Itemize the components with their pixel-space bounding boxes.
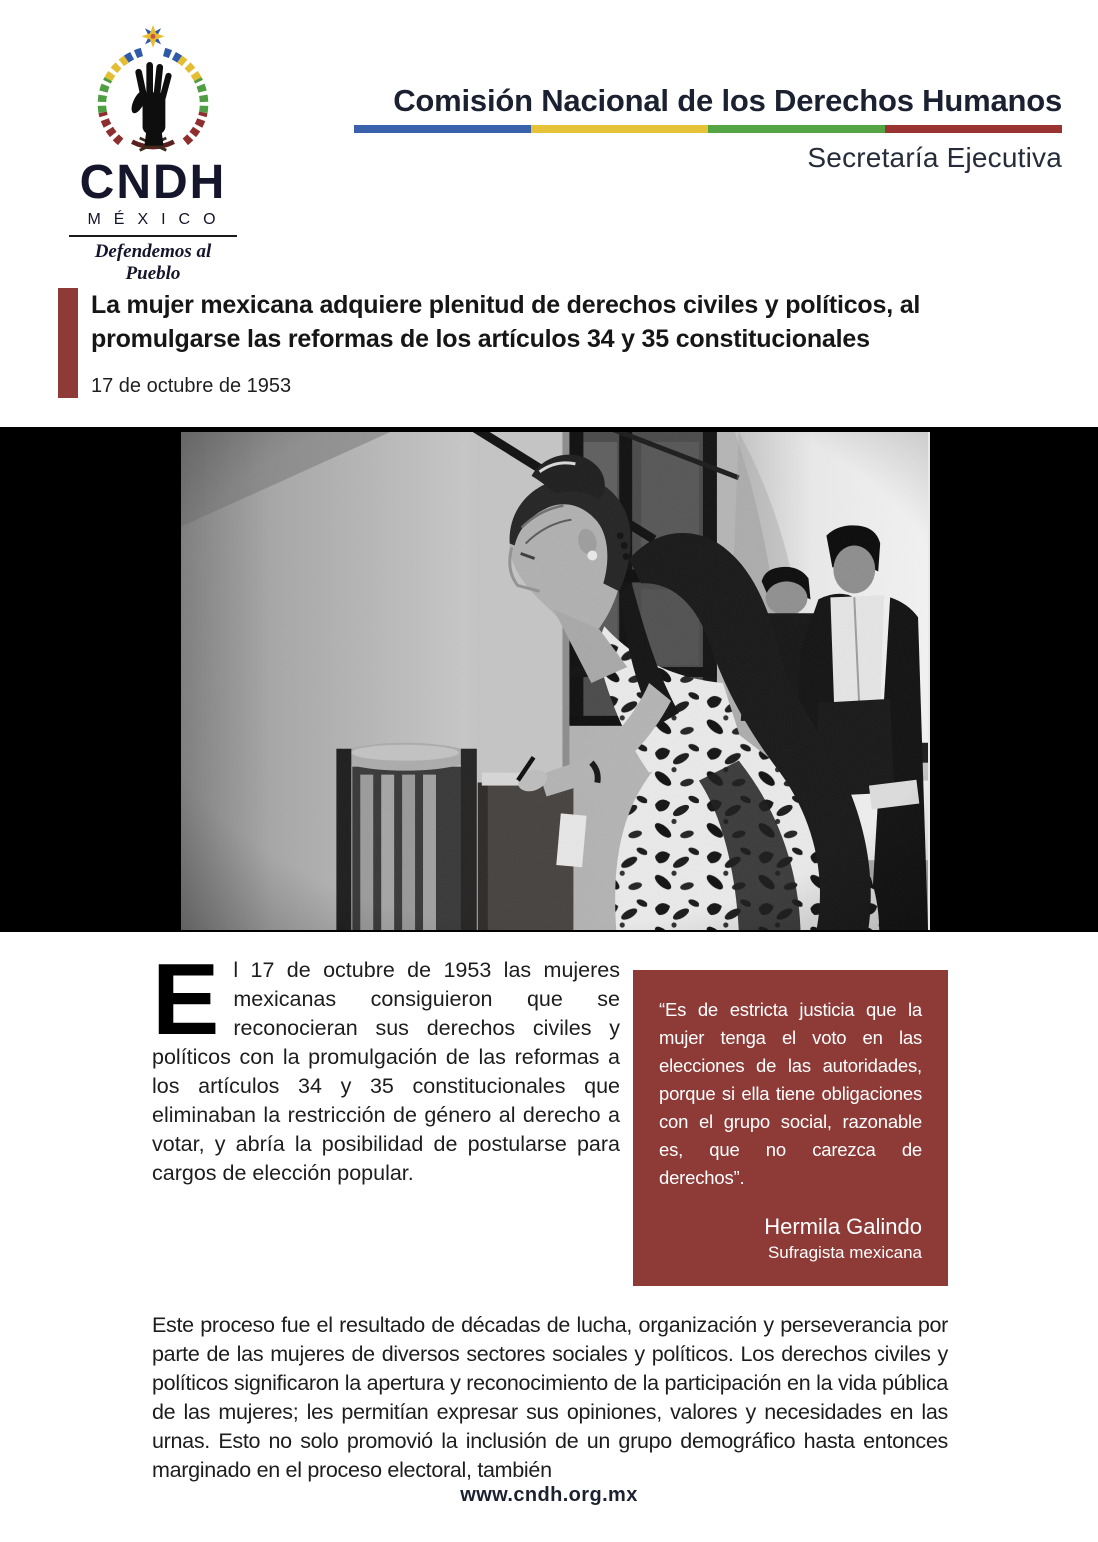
- logo-slogan: Defendemos al Pueblo: [94, 241, 212, 284]
- main-content: [152, 944, 948, 1485]
- brand-color-bar: [354, 125, 1062, 133]
- cndh-logo: [68, 24, 238, 285]
- intro-paragraph: [152, 944, 620, 1188]
- article-title: La mujer mexicana adquiere plenitud de derechos civiles y políticos, al promulgarse las reformas de los artículos 34 y 35 constitucionales: [91, 291, 921, 353]
- intro-paragraph-text: l 17 de octubre de 1953 las mujeres mexicanas consiguieron que se reconocieran sus derechos civiles y políticos con la promulgación de las reformas a los artículos 34 y 35 constitucionales que eliminaban la restricción de género al derecho a votar, y abría la posibilidad de postularse para cargos de elección popular.: [152, 958, 620, 1185]
- drop-cap: E: [152, 944, 220, 1056]
- title-accent-bar: [58, 288, 78, 398]
- bar-segment-blue: [354, 125, 531, 133]
- bar-segment-yellow: [531, 125, 708, 133]
- quote-text: “Es de estricta justicia que la mujer tenga el voto en las elecciones de las autoridades, porque si ella tiene obligaciones con el grupo social, razonable es, que no carezca de derechos”.: [659, 999, 922, 1188]
- header-right: [354, 84, 1062, 174]
- department-name: Secretaría Ejecutiva: [807, 142, 1062, 173]
- bar-segment-green: [708, 125, 885, 133]
- bar-segment-red: [885, 125, 1062, 133]
- logo-country: MÉXICO: [87, 211, 229, 228]
- historic-photo: [181, 432, 930, 930]
- quote-author-role: Sufragista mexicana: [767, 1243, 922, 1262]
- cndh-emblem-icon: [77, 24, 229, 157]
- site-url: www.cndh.org.mx: [460, 1484, 638, 1506]
- hand-icon: [129, 62, 173, 146]
- logo-acronym: CNDH: [79, 156, 227, 209]
- logo-divider: [69, 235, 237, 237]
- body-paragraph: Este proceso fue el resultado de décadas de lucha, organización y perseverancia por parte de las mujeres de diversos sectores sociales y políticos. Los derechos civiles y políticos significaron la apertura y reconocimiento de la participación en la vida pública de las mujeres; les permitían expresar sus opiniones, valores y necesidades en las urnas. Esto no solo promovió la inclusión de un grupo demográfico hasta entonces marginado en el proceso electoral, también: [152, 1313, 948, 1482]
- org-name: Comisión Nacional de los Derechos Humanos: [393, 83, 1062, 118]
- star-icon: [137, 24, 169, 52]
- historic-photo-band: [0, 427, 1098, 932]
- quote-author: Hermila Galindo: [764, 1214, 922, 1239]
- article-date: 17 de octubre de 1953: [91, 375, 292, 397]
- quote-box: [633, 970, 948, 1286]
- document-footer: [0, 1484, 1098, 1507]
- article-title-block: [58, 288, 1042, 398]
- photo-scene: [181, 432, 928, 930]
